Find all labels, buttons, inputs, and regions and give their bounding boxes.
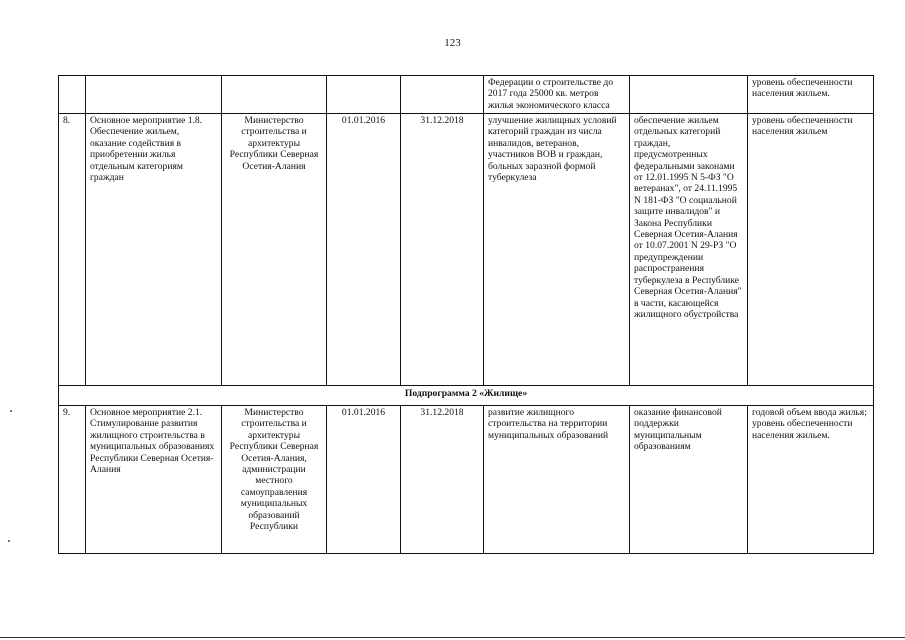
scan-edge-line	[0, 637, 905, 638]
executor-cell: Министерство строительства и архитектуры Республики Северная Осетия-Алания, администрации местного самоуправления муниципальных образований Республики	[222, 406, 327, 554]
result-cell: развитие жилищного строительства на территории муниципальных образований	[484, 406, 630, 554]
section-row	[59, 386, 874, 406]
start-date-cell: 01.01.2016	[327, 406, 401, 554]
scan-speck	[8, 540, 10, 542]
end-date-cell: 31.12.2018	[401, 114, 484, 386]
program-table	[58, 75, 874, 554]
event-cell: Основное мероприятие 1.8. Обеспечение жильем, оказание содействия в приобретении жилья отдельным категориям граждан	[86, 114, 222, 386]
indicators-cell: уровень обеспеченности населения жильем	[748, 114, 874, 386]
indicators-cell: уровень обеспеченности населения жильем.	[748, 76, 874, 114]
page-number: 123	[444, 37, 461, 49]
section-title: Подпрограмма 2 «Жилище»	[59, 386, 874, 406]
start-date-cell: 01.01.2016	[327, 114, 401, 386]
executor-cell: Министерство строительства и архитектуры Республики Северная Осетия-Алания	[222, 114, 327, 386]
executor-cell	[222, 76, 327, 114]
row-number: 9.	[59, 406, 86, 554]
table-row	[59, 406, 874, 554]
result-cell: Федерации о строительстве до 2017 года 25000 кв. метров жилья экономического класса	[484, 76, 630, 114]
table-row	[59, 76, 874, 114]
event-cell	[86, 76, 222, 114]
result-cell: улучшение жилищных условий категорий граждан из числа инвалидов, ветеранов, участников ВОВ и граждан, больных заразной формой туберкулеза	[484, 114, 630, 386]
links-cell: обеспечение жильем отдельных категорий граждан, предусмотренных федеральными законами от 12.01.1995 N 5-ФЗ "О ветеранах", от 24.11.1995 N 181-ФЗ "О социальной защите инвалидов" и Закона Республики Северная Осетия-Алания от 10.07.2001 N 29-РЗ "О предупреждении распространения туберкулеза в Республике Северная Осетия-Алания" в части, касающейся жилищного обустройства	[630, 114, 748, 386]
end-date-cell	[401, 76, 484, 114]
end-date-cell: 31.12.2018	[401, 406, 484, 554]
scan-speck	[10, 410, 12, 412]
event-cell: Основное мероприятие 2.1. Стимулирование развития жилищного строительства в муниципальных образованиях Республики Северная Осетия-Алания	[86, 406, 222, 554]
start-date-cell	[327, 76, 401, 114]
links-cell: оказание финансовой поддержки муниципальным образованиям	[630, 406, 748, 554]
row-number: 8.	[59, 114, 86, 386]
row-number	[59, 76, 86, 114]
table-row	[59, 114, 874, 386]
indicators-cell: годовой объем ввода жилья; уровень обеспеченности населения жильем.	[748, 406, 874, 554]
links-cell	[630, 76, 748, 114]
